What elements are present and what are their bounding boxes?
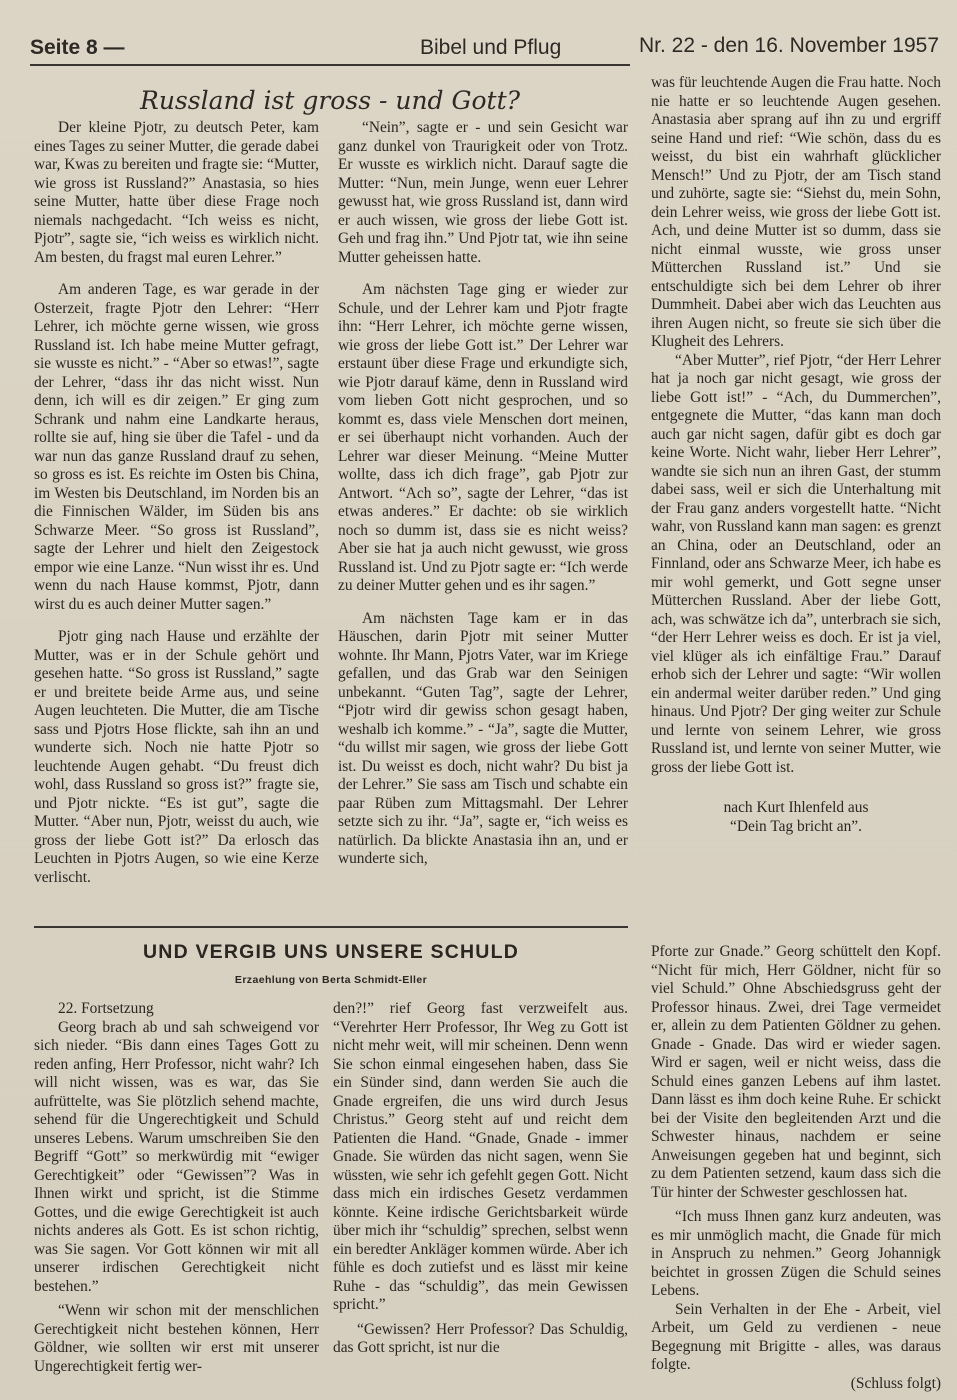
installment-label: 22. Fortsetzung (58, 1000, 154, 1017)
source-line: nach Kurt Ihlenfeld aus (723, 799, 869, 816)
story2-title: UND VERGIB UNS UNSERE SCHULD (143, 941, 519, 963)
paragraph: “Nein”, sagte er - und sein Gesicht war ganz dunkel von Traurigkeit oder von Trotz. Er wusste es wirklich nicht. Darauf sagte die Mutter: “Nun, mein Junge, wenn euer Lehrer gewusst hat, wie gross Russland ist, dann wird er auch wissen, wie gross der liebe Gott ist. Geh und frag ihn.” Und Pjotr tat, wie ihn seine Mutter geheissen hatte. (338, 119, 628, 266)
paragraph: Georg brach ab und sah schweigend vor sich nieder. “Bis dann eines Tages Gott zu reden anfing, Herr Professor, nicht wahr? Ich will nicht wissen, was es war, das Sie aufrüttelte, was Sie plötzlich sehend machte, sehend für die Ungerechtigkeit und Schuld unseres Lebens. Warum umschreiben Sie den Begriff “Gott” so merkwürdig mit “ewiger Gerechtigkeit” oder “Gewissen”? Was in Ihnen wirkt und spricht, ist die Stimme Gottes, und die ewige Gerechtigkeit ist auch nichts anderes als Gott. Es ist schon richtig, was Sie sagen. Vor Gott können wir mit all unserer irdischen Gerechtigkeit nicht bestehen.” (34, 1018, 319, 1295)
paragraph: Pjotr ging nach Hause und erzählte der Mutter, was er in der Schule gehört und gesehen hatte. “So gross ist Russland,” sagte er und breitete beide Arme aus, und seine Augen leuchteten. Die Mutter, die am Tische sass und Pjotrs Hose flickte, sah ihn an und wunderte sich. Noch nie hatte Pjotr so leuchtende Augen gehabt. “Du freust dich wohl, dass Russland so gross ist?” fragte sie, und Pjotr nickte. “Es ist gut”, sagte die Mutter. “Aber nun, Pjotr, weisst du auch, wie gross der liebe Gott ist?” Da erlosch das Leuchten in Pjotrs Augen, so wie eine Kerze verlischt. (34, 628, 319, 886)
header-rule (30, 64, 630, 66)
paragraph: was für leuchtende Augen die Frau hatte. Noch nie hatte er so leuchtende Augen gesehen. Anastasia aber sprang auf ihn zu und ergriff seine Hand und rief: “Wie schön, dass du es weisst, du bist ein wahrhaft glücklicher Mensch!” Und zu Pjotr, der am Tisch stand und zuhörte, sagte sie: “Siehst du, mein Sohn, dein Lehrer weiss, wie gross der liebe Gott ist. Ach, und deine Mutter ist so dumm, dass sie nicht einmal wusste, wie gross unser Mütterchen Russland ist.” Und sie entschuldigte sich bei dem Lehrer ob ihrer Dummheit. Dabei aber wich das Leuchten aus ihren Augen nicht, so freute sie sich über die Klugheit des Lehrers. (651, 74, 941, 350)
paragraph: Am nächsten Tage ging er wieder zur Schule, und der Lehrer kam und Pjotr fragte ihn: “Herr Lehrer, ich möchte gerne wissen, wie gross der liebe Gott ist.” Der Lehrer war erstaunt über diese Frage und erkundigte sich, wie Pjotr darauf käme, denn in Russland wird vom lieben Gott nicht gesprochen, und so kommt es, dass viele Menschen dort meinen, er sei überhaupt nicht vorhanden. Auch der Lehrer war dieser Meinung. “Meine Mutter wollte, dass ich dich frage”, gab Pjotr zur Antwort. “Ach so”, sagte der Lehrer, “das ist etwas anderes.” Er dachte: ob sie wirklich noch so dumm ist, dass sie es nicht weiss? Aber sie hat ja auch nicht gewusst, wie gross Russland ist. Und zu Pjotr sagte er: “Ich werde zu deiner Mutter gehen und es ihr sagen.” (338, 281, 628, 594)
paragraph: Pforte zur Gnade.” Georg schüttelt den Kopf. “Nicht für mich, Herr Göldner, nicht für so viel Schuld.” Ohne Abschiedsgruss geht der Professor hinaus. Zwei, drei Tage vermeidet er, allein zu dem Patienten Göldner zu gehen. Gnade - Gnade. Das wird er wieder sagen. Wird er sagen, weil er nicht weiss, dass die Schuld eines ganzen Lebens auf ihm lastet. Dann lässt es ihm doch keine Ruhe. Er schickt bei der Visite den begleitenden Arzt und die Schwester hinaus, nachdem er seine Anweisungen gegeben hat und beginnt, sich zu dem Patienten setzend, kaum dass sich die Tür hinter der Schwester geschlossen hat. (651, 943, 941, 1201)
source-line: “Dein Tag bricht an”. (730, 817, 862, 835)
story2-column-3 (651, 943, 941, 1393)
story2-column-1 (34, 1000, 319, 1376)
continued-note: (Schluss folgt) (850, 1374, 941, 1392)
story1-column-3 (651, 74, 941, 836)
paragraph: “Gewissen? Herr Professor? Das Schuldig, das Gott spricht, ist nur die (333, 1320, 628, 1356)
issue-date: Nr. 22 - den 16. November 1957 (638, 34, 939, 57)
story1-title: Russland ist gross - und Gott? (140, 86, 521, 115)
paragraph: “Ich muss Ihnen ganz kurz andeuten, was es mir unmöglich macht, die Gnade für mich in Anspruch zu nehmen.” Georg Johannigk beichtet in grossen Zügen die Schuld seines Lebens. (651, 1208, 941, 1299)
paragraph: “Wenn wir schon mit der menschlichen Gerechtigkeit nicht bestehen können, Herr Göldner, wie sollten wir erst mit unserer Ungerechtigkeit fertig wer- (34, 1302, 319, 1375)
paragraph: Sein Verhalten in der Ehe - Arbeit, viel Arbeit, um Geld zu verdienen - neue Begegnung mit Brigitte - alles, was daraus folgte. (651, 1300, 941, 1373)
paragraph: Am anderen Tage, es war gerade in der Osterzeit, fragte Pjotr den Lehrer: “Herr Lehrer, ich möchte gerne wissen, wie gross Russland ist. Ich habe meine Mutter gefragt, sie wusste es nicht.” - “Aber so etwas!”, sagte der Lehrer, “dass ihr das nicht wisst. Nun denn, ich will es dir zeigen.” Er ging zum Schrank und nahm eine Landkarte heraus, rollte sie auf, hing sie über die Tafel - und da war nun das ganze Russland drauf zu sehen, so gross es ist. Es reichte im Osten bis China, im Westen bis Deutschland, im Norden bis an die Finnischen Wälder, im Süden bis ans Schwarze Meer. “So gross ist Russland”, sagte der Lehrer und hielt den Zeigestock empor wie eine Lanze. “Nun wisst ihr es. Und wenn du nach Hause kommst, Pjotr, dann wirst du es auch deiner Mutter sagen.” (34, 281, 319, 613)
paragraph: “Aber Mutter”, rief Pjotr, “der Herr Lehrer hat ja noch gar nicht gesagt, wie gross der liebe Gott ist!” - “Ach, du Dummerchen”, entgegnete die Mutter, “das kann man doch auch gar nicht sagen, dafür gibt es doch gar keine Worte. Nicht wahr, lieber Herr Lehrer”, wandte sie sich nun an ihren Gast, der stumm dabei sass, weil er sich die Unterhaltung mit der Frau ganz anders vorgestellt hatte. “Nicht wahr, von Russland kann man sagen: es grenzt an China, oder an Deutschland, oder an Finnland, oder ans Schwarze Meer, ich habe es mir wohl gemerkt, und Gott segne unser Mütterchen Russland. Aber der liebe Gott, ach, was schwätze ich da”, unterbrach sie sich, “der Herr Lehrer weiss es doch. Er ist ja viel, viel klüger als ich einfältige Frau.” Darauf erhob sich der Lehrer und sagte: “Wir wollen ein andermal weiter darüber reden.” Und ging hinaus. Und Pjotr? Der ging weiter zur Schule und lernte von seinem Lehrer, wie gross Russland ist, und lernte von seiner Mutter, wie gross der liebe Gott ist. (651, 351, 941, 776)
page-header (30, 30, 939, 64)
page-number: Seite 8 — (30, 36, 125, 59)
story2-byline: Erzaehlung von Berta Schmidt-Eller (234, 974, 428, 986)
paragraph: Am nächsten Tage kam er in das Häuschen, darin Pjotr mit seiner Mutter wohnte. Ihr Mann, Pjotrs Vater, war im Kriege gefallen, und das Grab war den Seinigen unbekannt. “Guten Tag”, sagte der Lehrer, “Pjotr wird dir gewiss schon gesagt haben, weshalb ich komme.” - “Ja”, sagte die Mutter, “du willst mir sagen, wie gross der liebe Gott ist. Du weisst es doch, nicht wahr? Du bist ja der Lehrer.” Sie sass am Tisch und schabte ein paar Rüben zum Mittagsmahl. Der Lehrer setzte sich zu ihr. “Ja”, sagte er, “ich weiss es natürlich. Da blickte Anastasia ihn an, und er wunderte sich, (338, 609, 628, 867)
story1-column-1 (34, 119, 319, 887)
paragraph: Der kleine Pjotr, zu deutsch Peter, kam eines Tages zu seiner Mutter, die gerade dabei war, Kwas zu bereiten und fragte sie: “Mutter, wie gross ist Russland?” Anastasia, so hies seine Mutter, hatte über diese Frage noch niemals nachgedacht. “Ich weiss es nicht, Pjotr”, sagte sie, “ich weiss es wirklich nicht. Am besten, du fragst mal euren Lehrer.” (34, 119, 319, 266)
story1-column-2 (338, 119, 628, 869)
section-rule (34, 926, 628, 928)
publication-name: Bibel und Pflug (420, 36, 562, 59)
paragraph: den?!” rief Georg fast verzweifelt aus. “Verehrter Herr Professor, Ihr Weg zu Gott ist nicht mehr weit, will mir scheinen. Denn wenn Sie schon einmal eingesehen haben, dass Sie ein Sünder sind, dann werden Sie auch die Gnade ergreifen, die uns wird durch Jesus Christus.” Georg steht auf und reicht dem Patienten die Hand. “Gnade, Gnade - immer Gnade. Sie würden das nicht sagen, wenn Sie wüssten, wie sehr ich gefehlt gegen Gott. Nicht dass mich ein irdisches Gesetz verdammen könnte. Keine irdische Gerichtsbarkeit würde über mich ihr “schuldig” sprechen, selbst wenn ein beredter Ankläger kommen würde. Aber ich fühle es doch zutiefst und es lässt mir keine Ruhe - das “schuldig”, das mein Gewissen spricht.” (333, 1000, 628, 1313)
story2-column-2 (333, 1000, 628, 1358)
